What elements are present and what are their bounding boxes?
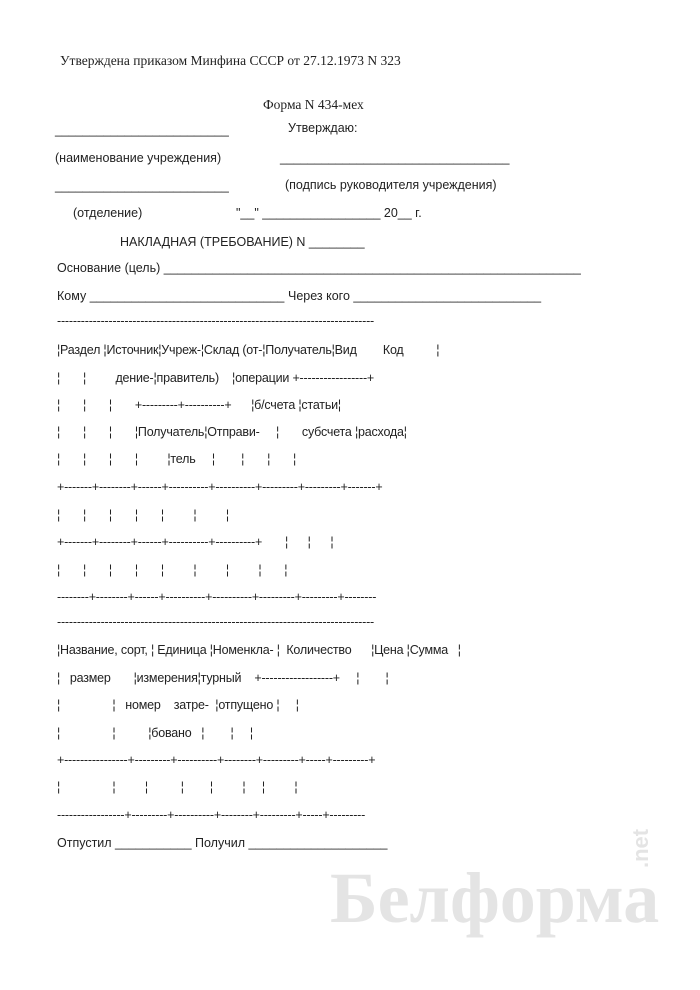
table-row: --------+--------+------+----------+----------+---------+---------+-------- xyxy=(57,590,377,604)
table-row: ¦ ¦ ¦бовано ¦ ¦ ¦ xyxy=(57,726,253,740)
table-row: ¦ ¦ номер затре- ¦отпущено ¦ ¦ xyxy=(57,698,299,712)
document-title: НАКЛАДНАЯ (ТРЕБОВАНИЕ) N ________ xyxy=(120,235,365,249)
table-row: ¦ ¦ ¦ ¦ ¦ ¦ ¦ ¦ xyxy=(57,780,298,794)
watermark-logo: Белформа xyxy=(330,858,660,938)
date-line: "__" _________________ 20__ г. xyxy=(236,206,422,220)
table-row: +-------+--------+------+----------+----------+ ¦ ¦ ¦ xyxy=(57,535,334,549)
table-row: ¦ ¦ ¦ +---------+----------+ ¦б/счета ¦статьи¦ xyxy=(57,398,341,412)
table-row: -------------------------------------------------------------------------------- xyxy=(57,615,375,629)
table-row: +----------------+---------+----------+--------+---------+-----+---------+ xyxy=(57,753,376,767)
table-row: ¦ ¦ ¦ ¦ ¦ ¦ ¦ ¦ ¦ xyxy=(57,563,288,577)
table-row: ¦Раздел ¦Источник¦Учреж-¦Склад (от-¦Получатель¦Вид Код ¦ xyxy=(57,343,440,357)
table-row: +-------+--------+------+----------+----------+---------+---------+-------+ xyxy=(57,480,383,494)
institution-line: _________________________ xyxy=(55,123,229,137)
to-field: Кому ____________________________ xyxy=(57,289,285,303)
department-line: _________________________ xyxy=(55,179,229,193)
table-row: -------------------------------------------------------------------------------- xyxy=(57,314,375,328)
form-number: Форма N 434-мех xyxy=(263,97,364,112)
signature-caption: (подпись руководителя учреждения) xyxy=(285,178,497,192)
approved-by-order: Утверждена приказом Минфина СССР от 27.12.1973 N 323 xyxy=(60,53,401,68)
signature-line: _________________________________ xyxy=(280,151,510,165)
table-row: ¦ ¦ ¦ ¦ ¦тель ¦ ¦ ¦ ¦ xyxy=(57,452,297,466)
table-row: ¦ ¦ дение-¦правитель) ¦операции +-----------------+ xyxy=(57,371,375,385)
approve-label: Утверждаю: xyxy=(288,121,358,135)
department-caption: (отделение) xyxy=(73,206,143,220)
institution-caption: (наименование учреждения) xyxy=(55,151,222,165)
watermark-net: .net xyxy=(628,828,653,868)
table-row: ¦ ¦ ¦ ¦Получатель¦Отправи- ¦ субсчета ¦расхода¦ xyxy=(57,425,407,439)
table-row: -----------------+---------+----------+--------+---------+-----+--------- xyxy=(57,808,366,822)
table-row: ¦Название, сорт, ¦ Единица ¦Номенкла- ¦ Количество ¦Цена ¦Сумма ¦ xyxy=(57,643,461,657)
through-field: Через кого ___________________________ xyxy=(288,289,542,303)
table-row: ¦ размер ¦измерения¦турный +------------------+ ¦ ¦ xyxy=(57,671,389,685)
basis-field: Основание (цель) ____________________________________________________________ xyxy=(57,261,581,275)
table-row: ¦ ¦ ¦ ¦ ¦ ¦ ¦ xyxy=(57,508,229,522)
released-received-line: Отпустил ___________ Получил ____________________ xyxy=(57,836,388,850)
